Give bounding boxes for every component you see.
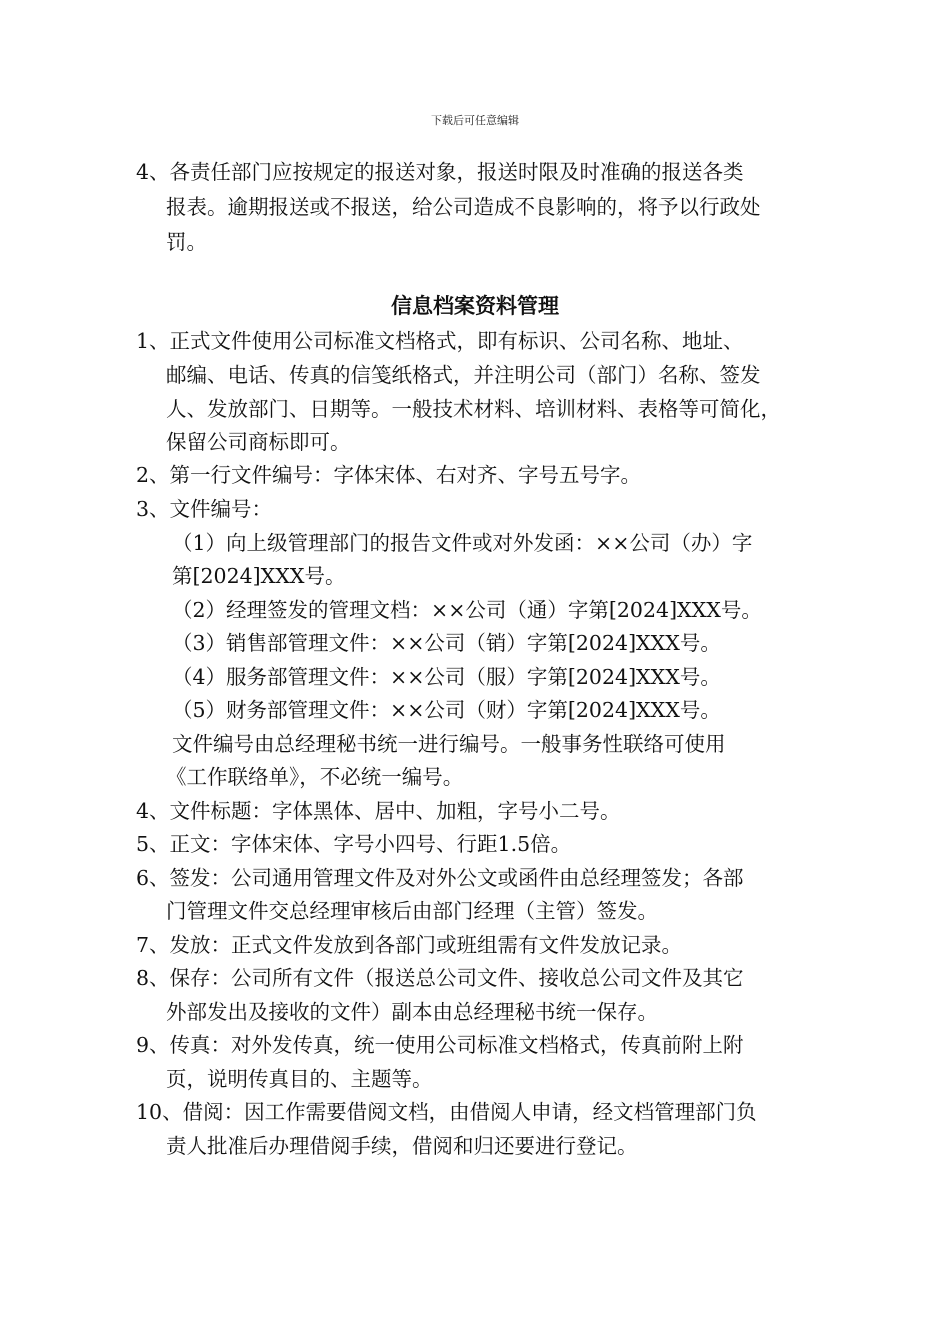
text-line: 保留公司商标即可。 bbox=[166, 430, 351, 454]
text-line: 责人批准后办理借阅手续，借阅和归还要进行登记。 bbox=[166, 1134, 638, 1158]
text-line: （2）经理签发的管理文档：××公司（通）字第[2024]XXX号。 bbox=[172, 598, 762, 622]
text-line: 邮编、电话、传真的信笺纸格式，并注明公司（部门）名称、签发 bbox=[166, 363, 761, 387]
text-line: 文件编号由总经理秘书统一进行编号。一般事务性联络可使用 bbox=[172, 732, 726, 756]
text-line: 外部发出及接收的文件）副本由总经理秘书统一保存。 bbox=[166, 1000, 658, 1024]
text-line: （1）向上级管理部门的报告文件或对外发函：××公司（办）字 bbox=[172, 531, 753, 555]
text-line: 4、文件标题：字体黑体、居中、加粗，字号小二号。 bbox=[136, 799, 621, 823]
text-line: 7、发放：正式文件发放到各部门或班组需有文件发放记录。 bbox=[136, 933, 683, 957]
text-line: 8、保存：公司所有文件（报送总公司文件、接收总公司文件及其它 bbox=[136, 966, 744, 990]
text-line: （4）服务部管理文件：××公司（服）字第[2024]XXX号。 bbox=[172, 665, 721, 689]
text-line: 页，说明传真目的、主题等。 bbox=[166, 1067, 433, 1091]
text-line: 6、签发：公司通用管理文件及对外公文或函件由总经理签发；各部 bbox=[136, 866, 744, 890]
text-line: 报表。逾期报送或不报送，给公司造成不良影响的，将予以行政处 bbox=[166, 195, 761, 219]
text-line: 2、第一行文件编号：字体宋体、右对齐、字号五号字。 bbox=[136, 463, 642, 487]
text-line: 5、正文：字体宋体、字号小四号、行距1.5倍。 bbox=[136, 832, 572, 856]
text-line: 《工作联络单》，不必统一编号。 bbox=[166, 765, 464, 789]
page-header-note: 下载后可任意编辑 bbox=[431, 114, 519, 127]
text-line: 4、各责任部门应按规定的报送对象，报送时限及时准确的报送各类 bbox=[136, 160, 744, 184]
text-line: （3）销售部管理文件：××公司（销）字第[2024]XXX号。 bbox=[172, 631, 721, 655]
text-line: 罚。 bbox=[166, 230, 207, 254]
text-line: 第[2024]XXX号。 bbox=[172, 564, 346, 588]
text-line: （5）财务部管理文件：××公司（财）字第[2024]XXX号。 bbox=[172, 698, 721, 722]
text-line: 3、文件编号： bbox=[136, 497, 273, 521]
text-line: 9、传真：对外发传真，统一使用公司标准文档格式，传真前附上附 bbox=[136, 1033, 744, 1057]
text-line: 门管理文件交总经理审核后由部门经理（主管）签发。 bbox=[166, 899, 658, 923]
text-line: 1、正式文件使用公司标准文档格式，即有标识、公司名称、地址、 bbox=[136, 329, 744, 353]
text-line: 10、借阅：因工作需要借阅文档，由借阅人申请，经文档管理部门负 bbox=[136, 1100, 757, 1124]
text-line: 人、发放部门、日期等。一般技术材料、培训材料、表格等可简化， bbox=[166, 397, 781, 421]
section-title: 信息档案资料管理 bbox=[391, 293, 559, 318]
